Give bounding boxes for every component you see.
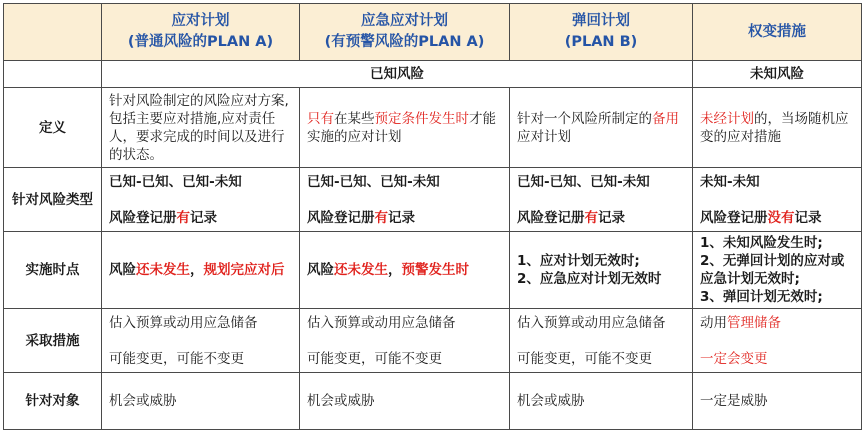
risk-type-workaround: 未知-未知 风险登记册没有记录 bbox=[693, 168, 862, 232]
timing-workaround: 1、未知风险发生时; 2、无弹回计划的应对或应急计划无效时; 3、弹回计划无效时; bbox=[693, 232, 862, 309]
emergency-plan-subtitle: (有预警风险的PLAN A) bbox=[324, 34, 485, 50]
risk-response-comparison-table bbox=[3, 3, 862, 430]
definition-workaround: 未经计划的，当场随机应变的应对措施 bbox=[693, 88, 862, 168]
timing-plan-a: 风险还未发生，规划完应对后 bbox=[102, 232, 300, 309]
plan-a-title: 应对计划 bbox=[171, 13, 230, 29]
timing-label: 实施时点 bbox=[4, 232, 102, 309]
risk-type-emergency-plan: 已知-已知、已知-未知 风险登记册有记录 bbox=[300, 168, 510, 232]
target-label: 针对对象 bbox=[4, 373, 102, 430]
definition-row bbox=[4, 88, 862, 168]
known-risk-label: 已知风险 bbox=[102, 61, 693, 88]
plan-a-subtitle: (普通风险的PLAN A) bbox=[127, 34, 274, 50]
target-plan-a: 机会或威胁 bbox=[102, 373, 300, 430]
measures-label: 采取措施 bbox=[4, 309, 102, 373]
risk-type-plan-a: 已知-已知、已知-未知 风险登记册有记录 bbox=[102, 168, 300, 232]
definition-emergency-plan: 只有在某些预定条件发生时才能实施的应对计划 bbox=[300, 88, 510, 168]
risk-type-plan-b: 已知-已知、已知-未知 风险登记册有记录 bbox=[510, 168, 693, 232]
risk-type-row bbox=[4, 168, 862, 232]
workaround-title: 权变措施 bbox=[748, 23, 806, 40]
target-emergency-plan: 机会或威胁 bbox=[300, 373, 510, 430]
header-row bbox=[4, 4, 862, 61]
risk-category-corner bbox=[4, 61, 102, 88]
definition-label: 定义 bbox=[4, 88, 102, 168]
timing-emergency-plan: 风险还未发生，预警发生时 bbox=[300, 232, 510, 309]
definition-plan-b: 针对一个风险所制定的备用应对计划 bbox=[510, 88, 693, 168]
target-row bbox=[4, 373, 862, 430]
timing-plan-b: 1、应对计划无效时; 2、应急应对计划无效时 bbox=[510, 232, 693, 309]
plan-b-title: 弹回计划 bbox=[572, 13, 630, 29]
measures-plan-b: 估入预算或动用应急储备 可能变更，可能不变更 bbox=[510, 309, 693, 373]
risk-category-row bbox=[4, 61, 862, 88]
target-plan-b: 机会或威胁 bbox=[510, 373, 693, 430]
header-emergency-plan bbox=[300, 4, 510, 61]
plan-b-subtitle: (PLAN B) bbox=[564, 34, 638, 50]
target-workaround: 一定是威胁 bbox=[693, 373, 862, 430]
measures-emergency-plan: 估入预算或动用应急储备 可能变更，可能不变更 bbox=[300, 309, 510, 373]
header-plan-a bbox=[102, 4, 300, 61]
emergency-plan-title: 应急应对计划 bbox=[361, 13, 448, 29]
header-workaround bbox=[693, 4, 862, 61]
header-corner bbox=[4, 4, 102, 61]
header-plan-b bbox=[510, 4, 693, 61]
measures-workaround: 动用管理储备 一定会变更 bbox=[693, 309, 862, 373]
measures-row bbox=[4, 309, 862, 373]
definition-plan-a: 针对风险制定的风险应对方案,包括主要应对措施,应对责任人，要求完成的时间以及进行的状态。 bbox=[102, 88, 300, 168]
timing-row bbox=[4, 232, 862, 309]
measures-plan-a: 估入预算或动用应急储备 可能变更，可能不变更 bbox=[102, 309, 300, 373]
risk-type-label: 针对风险类型 bbox=[4, 168, 102, 232]
unknown-risk-label: 未知风险 bbox=[693, 61, 862, 88]
